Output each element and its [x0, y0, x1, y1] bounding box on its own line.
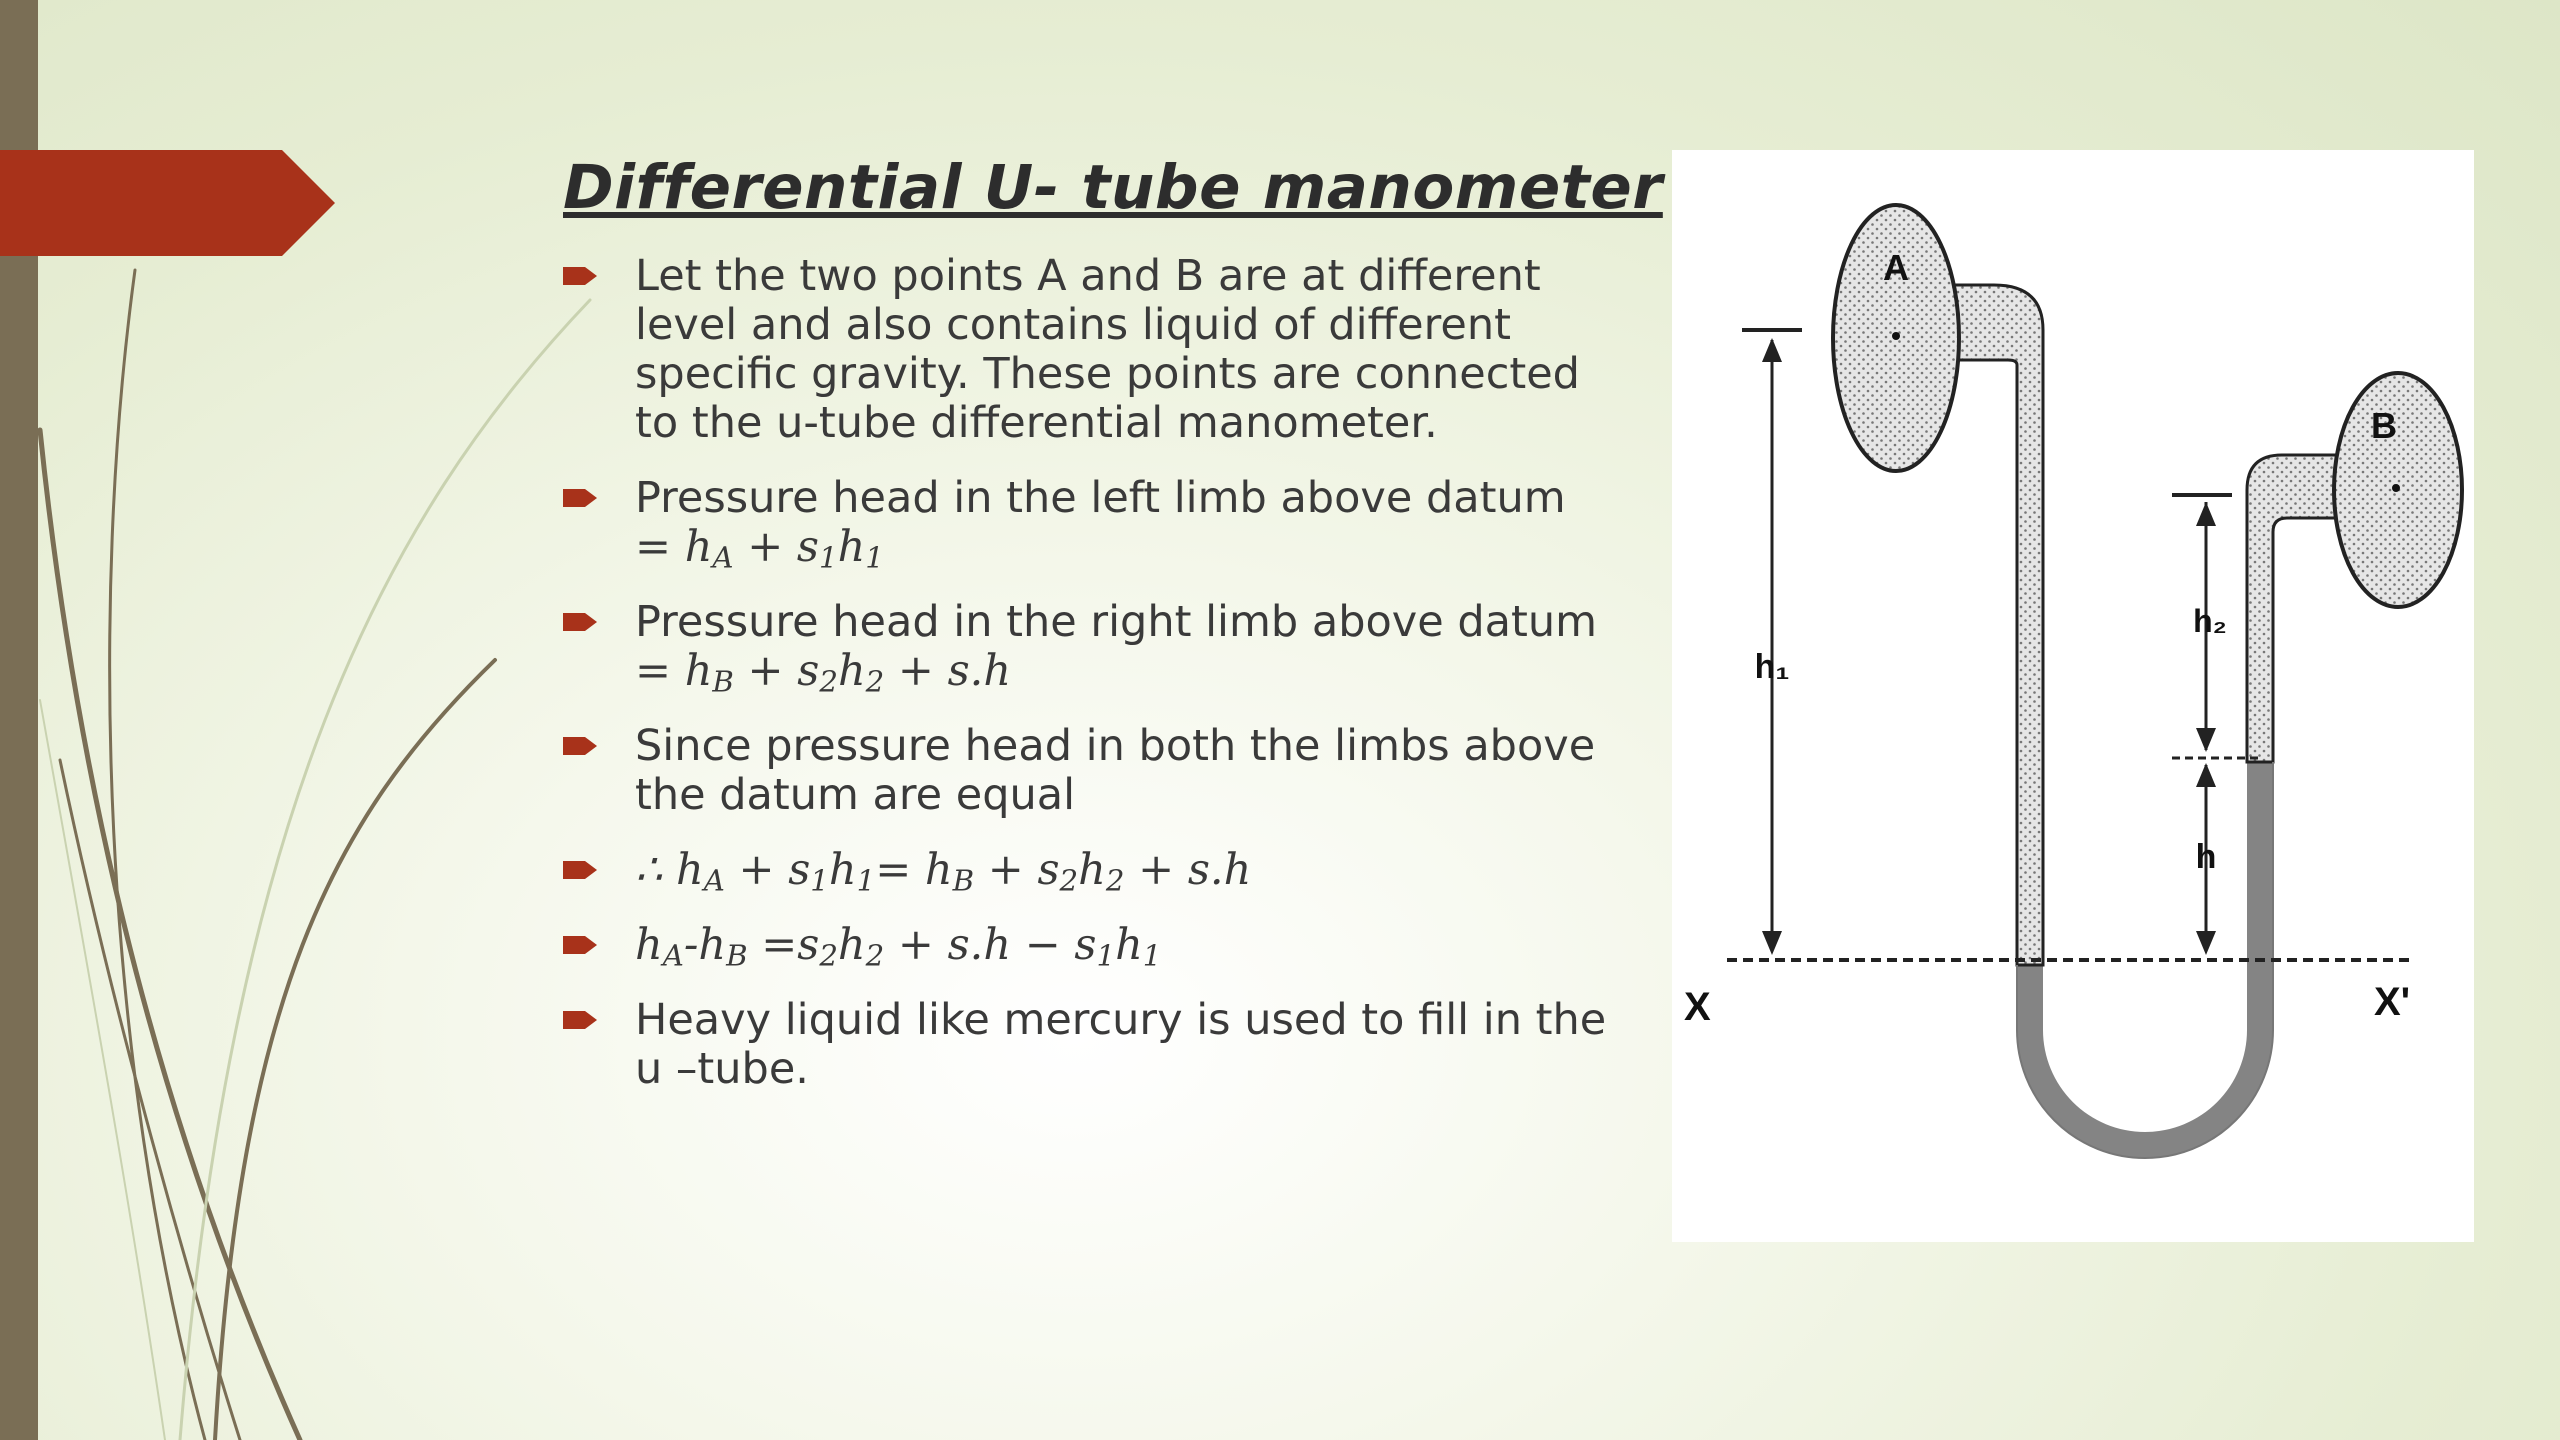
bullet-text: Pressure head in the right limb above datum — [635, 597, 1598, 647]
bullet-text: Since pressure head in both the limbs above the datum are equal — [635, 721, 1596, 820]
bullet-item — [563, 996, 1623, 1094]
title-arrow-shape — [0, 150, 335, 256]
bullet-item — [563, 920, 1623, 973]
bullet-list — [563, 252, 1623, 1120]
bullet-text: Pressure head in the left limb above datum — [635, 473, 1566, 523]
formula: = $h_A + s_1h_1$ — [635, 522, 884, 575]
manometer-diagram — [1672, 150, 2474, 1242]
arrow-bullet-icon — [563, 735, 597, 757]
bullet-item — [563, 722, 1623, 820]
formula: $h_A-h_B =s_2h_2 + s.h - s_1h_1$ — [635, 920, 1162, 973]
bullet-text: Let the two points A and B are at different level and also contains liquid of different specific gravity. These points are connected to the u-tube differential manometer. — [635, 251, 1580, 448]
bullet-item — [563, 473, 1623, 575]
label-x-right: X' — [2374, 980, 2411, 1024]
arrow-bullet-icon — [563, 265, 597, 287]
label-point-a: A — [1883, 247, 1909, 288]
bullet-item — [563, 252, 1623, 448]
bullet-item — [563, 597, 1623, 699]
label-point-b: B — [2371, 405, 2397, 446]
bullet-text: Heavy liquid like mercury is used to fill in the u –tube. — [635, 995, 1607, 1094]
label-x-left: X — [1684, 985, 1711, 1029]
slide-title: Differential U- tube manometer — [563, 152, 1663, 223]
arrow-bullet-icon — [563, 859, 597, 881]
bullet-item — [563, 845, 1623, 898]
label-h1: h₁ — [1754, 648, 1790, 686]
formula: ∴ $h_A + s_1h_1= h_B + s_2h_2 + s.h$ — [635, 845, 1252, 898]
label-h: h — [2195, 838, 2217, 876]
arrow-bullet-icon — [563, 611, 597, 633]
label-h2: h₂ — [2193, 603, 2227, 639]
manometer-figure — [1672, 150, 2474, 1242]
arrow-bullet-icon — [563, 1009, 597, 1031]
arrow-bullet-icon — [563, 487, 597, 509]
arrow-bullet-icon — [563, 934, 597, 956]
formula: = $h_B + s_2h_2 + s.h$ — [635, 646, 1012, 699]
